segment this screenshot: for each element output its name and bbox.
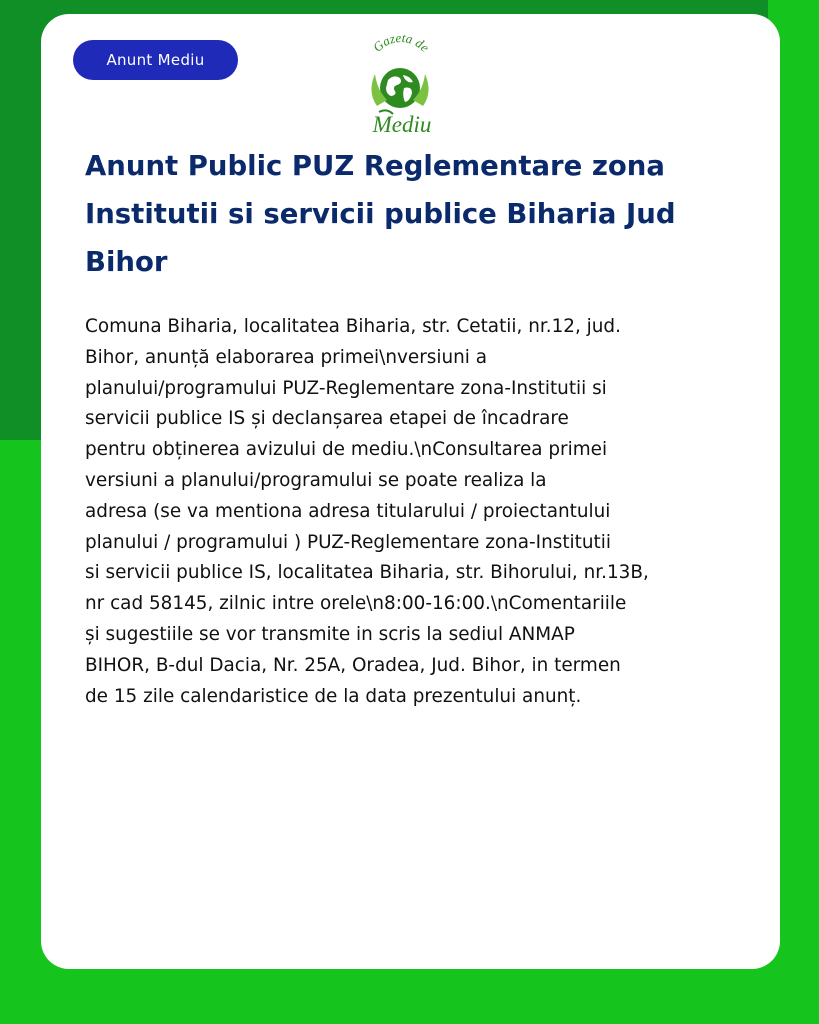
article-body-line: si servicii publice IS, localitatea Biharia, str. Bihorului, nr.13B, [85,562,649,584]
gazeta-de-mediu-logo [357,32,443,140]
article-body-line: Bihor, anunță elaborarea primei\nversiuni a [85,346,488,368]
article-body-line: planului/programului PUZ-Reglementare zona-Institutii si [85,377,607,399]
announcement-card [41,14,780,969]
article-body-line: adresa (se va mentiona adresa titularului / proiectantului [85,500,611,522]
article-title: Anunt Public PUZ Reglementare zona Institutii si servicii publice Biharia Jud Bihor [85,150,676,278]
logo-text-bottom: Mediu [372,112,432,137]
article-body-line: pentru obținerea avizului de mediu.\nConsultarea primei [85,439,608,461]
article-body-line: Comuna Biharia, localitatea Biharia, str. Cetatii, nr.12, jud. [85,316,621,337]
article-body-line: și sugestiile se vor transmite in scris la sediul ANMAP [85,623,575,645]
article-body-line: planului / programului ) PUZ-Reglementare zona-Institutii [85,531,611,553]
article-body-line: versiuni a planului/programului se poate realiza la [85,469,547,491]
article-body [85,312,740,712]
article-body-line: de 15 zile calendaristice de la data prezentului anunț. [85,685,582,707]
article-body-line: nr cad 58145, zilnic intre orele\n8:00-16:00.\nComentariile [85,593,627,615]
category-badge[interactable]: Anunt Mediu [73,40,238,80]
article-body-line: BIHOR, B-dul Dacia, Nr. 25A, Oradea, Jud. Bihor, in termen [85,654,621,676]
article-body-line: servicii publice IS și declanșarea etapei de încadrare [85,408,569,430]
globe-leaf-icon [357,32,443,140]
logo-text-top: Gazeta de [369,32,433,55]
